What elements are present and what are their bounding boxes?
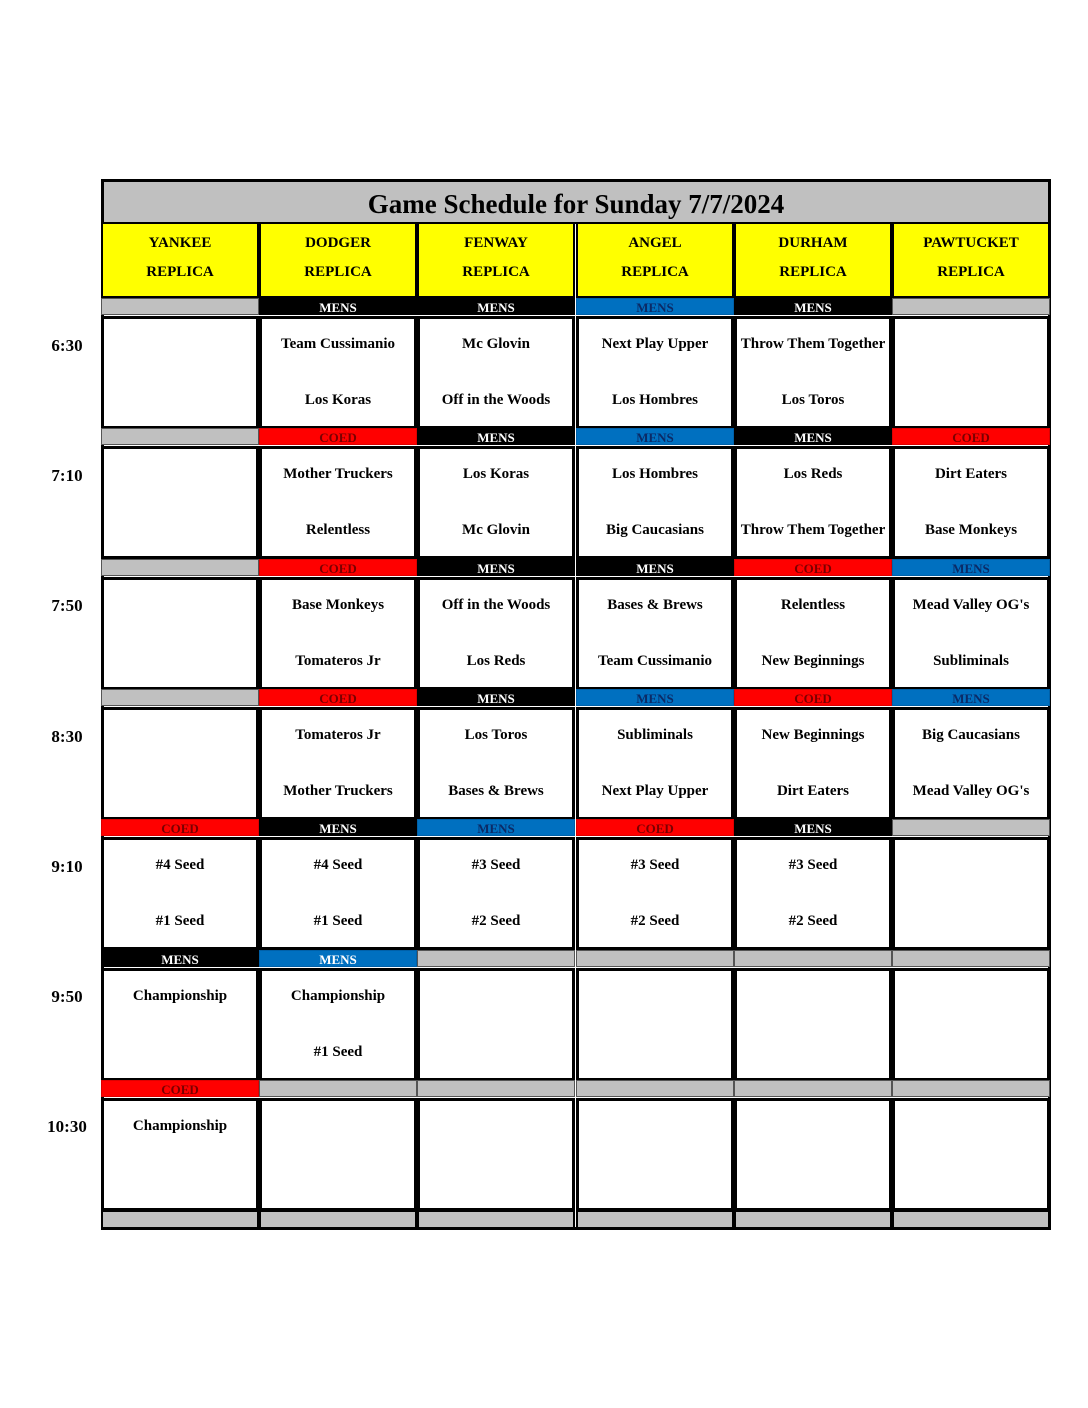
division-badge: MENS <box>576 559 734 576</box>
field-header-durham <box>734 222 892 298</box>
empty-game-cell <box>576 968 734 1081</box>
team-home: #4 Seed <box>313 857 363 873</box>
division-badge: MENS <box>259 819 417 836</box>
field-header-dodger <box>259 222 417 298</box>
game-cell <box>101 968 259 1081</box>
table-footer-bar <box>101 1210 259 1229</box>
team-away: Relentless <box>305 522 371 538</box>
table-footer-bar <box>892 1210 1050 1229</box>
division-spacer <box>101 298 259 315</box>
team-away: Off in the Woods <box>441 392 551 408</box>
table-footer-bar <box>734 1210 892 1229</box>
division-badge: COED <box>259 559 417 576</box>
field-subtitle: REPLICA <box>937 264 1005 280</box>
team-home: Base Monkeys <box>291 597 385 613</box>
division-spacer <box>892 298 1050 315</box>
team-home: #4 Seed <box>155 857 205 873</box>
table-footer-bar <box>259 1210 417 1229</box>
time-slot-label: 9:50 <box>51 987 83 1006</box>
empty-game-cell <box>101 577 259 690</box>
division-badge: COED <box>101 819 259 836</box>
team-home: Dirt Eaters <box>934 466 1008 482</box>
team-away: Subliminals <box>933 653 1009 669</box>
empty-game-cell <box>892 316 1050 429</box>
team-home: Off in the Woods <box>441 597 551 613</box>
empty-game-cell <box>101 707 259 820</box>
team-home: Championship <box>132 988 228 1004</box>
division-spacer <box>101 689 259 706</box>
game-cell <box>892 577 1050 690</box>
team-home: Mead Valley OG's <box>912 597 1030 613</box>
team-home: Los Koras <box>462 466 530 482</box>
team-home: #3 Seed <box>471 857 521 873</box>
game-cell <box>576 707 734 820</box>
empty-game-cell <box>734 1098 892 1211</box>
game-cell <box>417 446 575 559</box>
game-cell <box>576 837 734 950</box>
team-home: Bases & Brews <box>607 597 703 613</box>
team-home: Los Reds <box>783 466 843 482</box>
team-away: #2 Seed <box>630 913 680 929</box>
empty-game-cell <box>259 1098 417 1211</box>
team-away: Big Caucasians <box>606 522 704 538</box>
division-badge: MENS <box>576 298 734 315</box>
time-slot-label: 10:30 <box>47 1117 87 1136</box>
field-name: FENWAY <box>464 235 528 251</box>
game-cell <box>259 968 417 1081</box>
game-cell <box>101 837 259 950</box>
game-cell <box>734 316 892 429</box>
team-home: New Beginnings <box>761 727 865 743</box>
team-home: Los Hombres <box>612 466 698 482</box>
team-home: Tomateros Jr <box>295 727 381 743</box>
team-home: Team Cussimanio <box>280 336 396 352</box>
team-away: Dirt Eaters <box>776 783 850 799</box>
field-header-fenway <box>417 222 575 298</box>
division-spacer <box>576 950 734 967</box>
field-name: DODGER <box>305 235 371 251</box>
team-home: Subliminals <box>617 727 693 743</box>
field-subtitle: REPLICA <box>779 264 847 280</box>
field-header-pawtucket <box>892 222 1050 298</box>
empty-game-cell <box>892 968 1050 1081</box>
division-badge: MENS <box>259 950 417 967</box>
division-badge: MENS <box>417 428 575 445</box>
game-cell <box>417 837 575 950</box>
division-badge: MENS <box>417 559 575 576</box>
division-spacer <box>892 1080 1050 1097</box>
time-slot-label: 8:30 <box>51 727 83 746</box>
field-name: PAWTUCKET <box>923 235 1019 251</box>
division-badge: MENS <box>734 819 892 836</box>
game-cell <box>576 577 734 690</box>
field-name: ANGEL <box>628 235 682 251</box>
division-badge: COED <box>259 689 417 706</box>
game-cell <box>259 577 417 690</box>
time-slot-label: 9:10 <box>51 857 83 876</box>
team-away: Los Hombres <box>612 392 698 408</box>
division-badge: MENS <box>576 689 734 706</box>
division-badge: MENS <box>417 689 575 706</box>
empty-game-cell <box>101 316 259 429</box>
division-badge: MENS <box>417 298 575 315</box>
division-badge: COED <box>734 689 892 706</box>
field-header-angel <box>576 222 734 298</box>
division-spacer <box>417 1080 575 1097</box>
game-cell <box>734 446 892 559</box>
field-subtitle: REPLICA <box>621 264 689 280</box>
table-footer-bar <box>417 1210 575 1229</box>
team-away: Tomateros Jr <box>295 653 381 669</box>
division-badge: MENS <box>576 428 734 445</box>
team-away: Team Cussimanio <box>597 653 713 669</box>
team-home: Next Play Upper <box>601 336 709 352</box>
division-spacer <box>576 1080 734 1097</box>
game-cell <box>417 316 575 429</box>
division-badge: MENS <box>892 559 1050 576</box>
team-away: Mc Glovin <box>462 522 530 538</box>
division-badge: COED <box>101 1080 259 1097</box>
team-away: #1 Seed <box>313 1044 363 1060</box>
division-spacer <box>892 819 1050 836</box>
game-cell <box>576 446 734 559</box>
game-cell <box>734 837 892 950</box>
division-spacer <box>101 559 259 576</box>
game-cell <box>417 707 575 820</box>
team-home: Championship <box>290 988 386 1004</box>
team-away: #1 Seed <box>155 913 205 929</box>
empty-game-cell <box>734 968 892 1081</box>
division-spacer <box>101 428 259 445</box>
empty-game-cell <box>892 837 1050 950</box>
team-home: Throw Them Together <box>740 336 886 352</box>
game-cell <box>259 446 417 559</box>
division-badge: MENS <box>101 950 259 967</box>
game-cell <box>101 1098 259 1211</box>
table-footer-bar <box>576 1210 734 1229</box>
team-home: Mc Glovin <box>462 336 530 352</box>
game-cell <box>259 837 417 950</box>
game-cell <box>259 316 417 429</box>
team-home: Mother Truckers <box>283 466 393 482</box>
empty-game-cell <box>892 1098 1050 1211</box>
division-badge: MENS <box>417 819 575 836</box>
division-spacer <box>259 1080 417 1097</box>
time-slot-label: 6:30 <box>51 336 83 355</box>
division-badge: MENS <box>892 689 1050 706</box>
field-name: YANKEE <box>148 235 212 251</box>
team-away: Los Reds <box>466 653 526 669</box>
empty-game-cell <box>417 968 575 1081</box>
game-cell <box>892 707 1050 820</box>
team-away: Mead Valley OG's <box>912 783 1030 799</box>
game-cell <box>892 446 1050 559</box>
field-subtitle: REPLICA <box>146 264 214 280</box>
team-home: #3 Seed <box>788 857 838 873</box>
time-slot-label: 7:10 <box>51 466 83 485</box>
team-away: Throw Them Together <box>740 522 886 538</box>
division-spacer <box>892 950 1050 967</box>
game-cell <box>576 316 734 429</box>
team-away: Los Toros <box>781 392 845 408</box>
division-badge: COED <box>259 428 417 445</box>
team-away: #1 Seed <box>313 913 363 929</box>
division-badge: COED <box>892 428 1050 445</box>
team-away: Mother Truckers <box>283 783 393 799</box>
team-away: Next Play Upper <box>601 783 709 799</box>
team-away: Bases & Brews <box>448 783 544 799</box>
team-away: #2 Seed <box>471 913 521 929</box>
team-home: Relentless <box>780 597 846 613</box>
division-badge: MENS <box>259 298 417 315</box>
empty-game-cell <box>417 1098 575 1211</box>
field-name: DURHAM <box>778 235 848 251</box>
division-badge: COED <box>576 819 734 836</box>
division-spacer <box>734 1080 892 1097</box>
empty-game-cell <box>101 446 259 559</box>
team-home: Los Toros <box>464 727 528 743</box>
team-away: Base Monkeys <box>924 522 1018 538</box>
field-header-yankee <box>101 222 259 298</box>
game-cell <box>417 577 575 690</box>
division-spacer <box>417 950 575 967</box>
team-home: #3 Seed <box>630 857 680 873</box>
empty-game-cell <box>576 1098 734 1211</box>
field-subtitle: REPLICA <box>462 264 530 280</box>
team-away: Los Koras <box>304 392 372 408</box>
schedule-title: Game Schedule for Sunday 7/7/2024 <box>101 179 1051 224</box>
time-slot-label: 7:50 <box>51 596 83 615</box>
division-badge: MENS <box>734 298 892 315</box>
division-spacer <box>734 950 892 967</box>
game-cell <box>259 707 417 820</box>
field-subtitle: REPLICA <box>304 264 372 280</box>
team-home: Championship <box>132 1118 228 1134</box>
team-away: New Beginnings <box>761 653 865 669</box>
game-cell <box>734 707 892 820</box>
team-home: Big Caucasians <box>922 727 1020 743</box>
division-badge: COED <box>734 559 892 576</box>
division-badge: MENS <box>734 428 892 445</box>
game-cell <box>734 577 892 690</box>
team-away: #2 Seed <box>788 913 838 929</box>
